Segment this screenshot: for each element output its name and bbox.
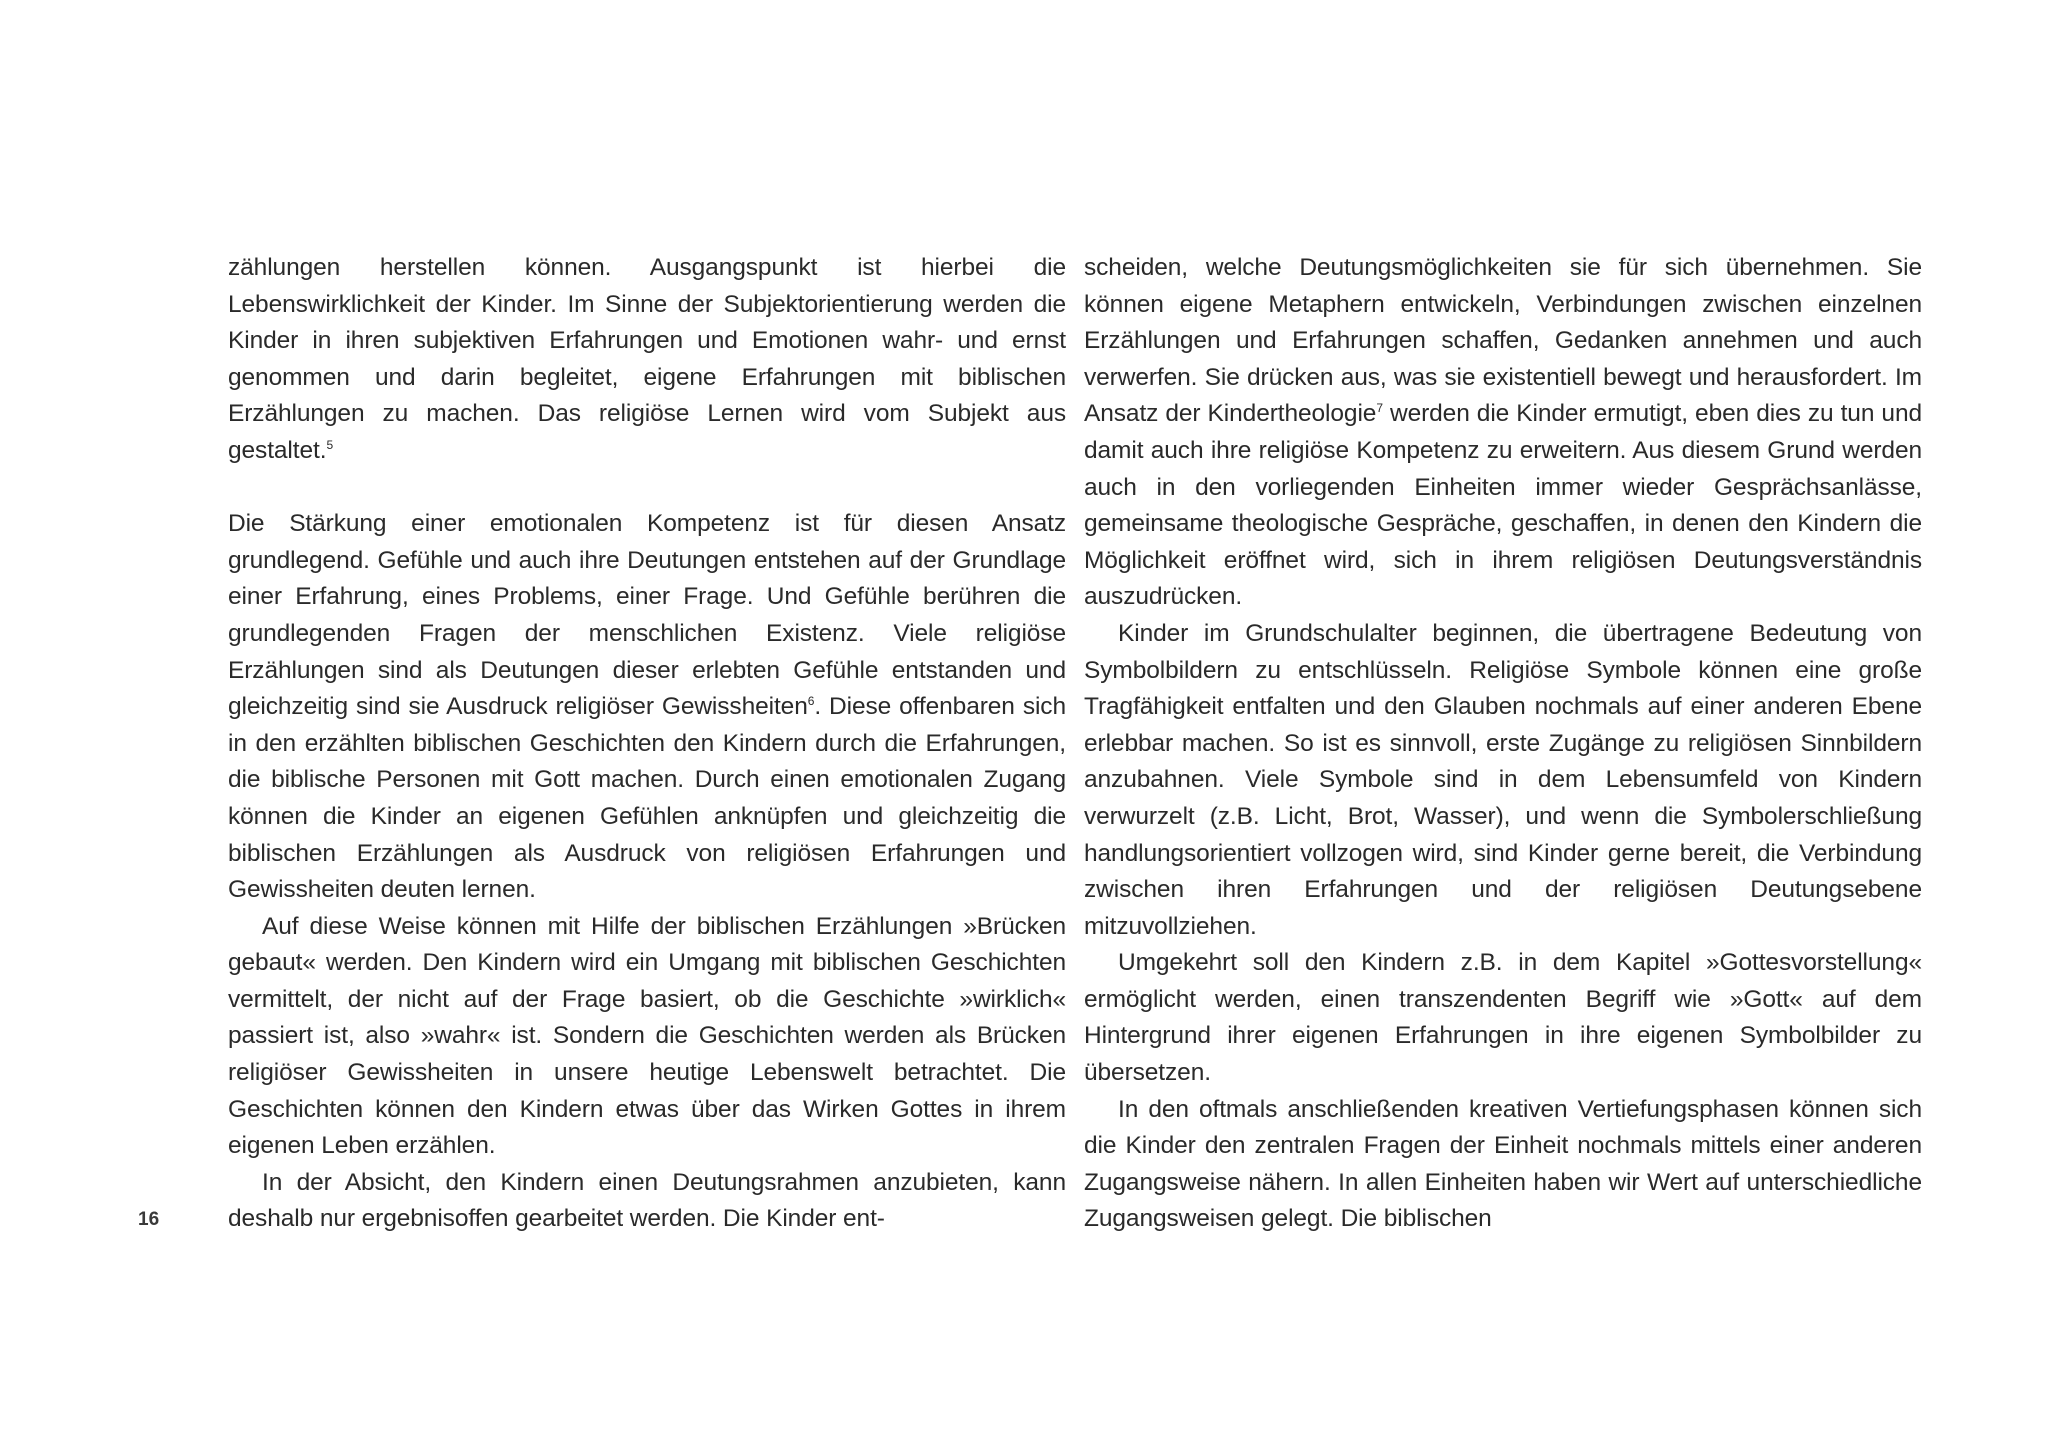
paragraph-deutungsmoeglichkeiten <box>1084 250 1922 616</box>
paragraph-text-continued: . Diese offenbaren sich in den erzählten biblischen Geschichten den Kindern durch die Erfahrungen, die biblische Personen mit Gott machen. Durch einen emotionalen Zugang können die Kinder an eigenen Gefühlen anknüpfen und gleichzeitig die biblischen Erzählungen als Ausdruck von religiösen Erfahrungen und Gewissheiten deuten lernen. <box>228 693 1066 904</box>
paragraph-text: Auf diese Weise können mit Hilfe der biblischen Erzählungen »Brücken gebaut« werden. Den Kindern wird ein Umgang mit biblischen Geschichten vermittelt, der nicht auf der Frage basiert, ob die Geschichte »wirklich« passiert ist, also »wahr« ist. Sondern die Geschichten werden als Brücken religiöser Gewissheiten in unsere heutige Lebenswelt betrachtet. Die Geschichten können den Kindern etwas über das Wirken Gottes in ihrem eigenen Leben erzählen. <box>228 912 1066 1160</box>
footnote-marker: 7 <box>1376 401 1383 416</box>
paragraph-bruecken <box>228 909 1066 1165</box>
paragraph-text: scheiden, welche Deutungsmöglichkeiten sie für sich übernehmen. Sie können eigene Metaphern entwickeln, Verbindungen zwischen einzelnen Erzählungen und Erfahrungen schaffen, Gedanken annehmen und auch verwerfen. Sie drücken aus, was sie existentiell bewegt und herausfordert. Im Ansatz der Kindertheologie <box>1084 254 1922 428</box>
paragraph-text: Kinder im Grundschulalter beginnen, die übertragene Bedeutung von Symbolbildern zu entschlüsseln. Religiöse Symbole können eine große Tragfähigkeit entfalten und den Glauben nochmals auf einer anderen Ebene erlebbar machen. So ist es sinnvoll, erste Zugänge zu religiösen Sinnbildern anzubahnen. Viele Symbole sind in dem Lebensumfeld von Kindern verwurzelt (z.B. Licht, Brot, Wasser), und wenn die Symbolerschließung handlungsorientiert vollzogen wird, sind Kinder gerne bereit, die Verbindung zwischen ihren Erfahrungen und der religiösen Deutungsebene mitzuvollziehen. <box>1084 619 1922 940</box>
paragraph-text: Die Stärkung einer emotionalen Kompetenz ist für diesen Ansatz grundlegend. Gefühle und auch ihre Deutungen entstehen auf der Grundlage einer Erfahrung, eines Problems, einer Frage. Und Gefühle berühren die grundlegenden Fragen der menschlichen Existenz. Viele religiöse Erzählungen sind als Deutungen dieser erlebten Gefühle entstanden und gleichzeitig sind sie Ausdruck religiöser Gewissheiten <box>228 510 1066 721</box>
paragraph-text: Umgekehrt soll den Kindern z.B. in dem Kapitel »Gottesvorstellung« ermöglicht werden, einen transzendenten Begriff wie »Gott« auf dem Hintergrund ihrer eigenen Erfahrungen in ihre eigenen Symbolbilder zu übersetzen. <box>1084 949 1922 1087</box>
paragraph-text: In den oftmals anschließenden kreativen Vertiefungsphasen können sich die Kinder den zentralen Fragen der Einheit nochmals mittels einer anderen Zugangsweise nähern. In allen Einheiten haben wir Wert auf unterschiedliche Zugangsweisen gelegt. Die biblischen <box>1084 1095 1922 1233</box>
paragraph-text: zählungen herstellen können. Ausgangspunkt ist hierbei die Lebenswirklichkeit der Kinder. Im Sinne der Subjektorientierung werden die Kinder in ihren subjektiven Erfahrungen und Emotionen wahr- und ernst genommen und darin begleitet, eigene Erfahrungen mit biblischen Erzählungen zu machen. Das religiöse Lernen wird vom Subjekt aus gestaltet. <box>228 254 1066 464</box>
paragraph-symbolbilder <box>1084 616 1922 945</box>
paragraph-vertiefungsphasen <box>1084 1092 1922 1238</box>
paragraph-subjektorientierung <box>228 250 1066 470</box>
left-column <box>228 250 1066 1238</box>
footnote-marker: 5 <box>326 437 334 452</box>
paragraph-text-continued: werden die Kinder ermutigt, eben dies zu tun und damit auch ihre religiöse Kompetenz zu erweitern. Aus diesem Grund werden auch in den vorliegenden Einheiten immer wieder Gesprächsanlässe, gemeinsame theologische Gespräche, geschaffen, in denen den Kindern die Möglichkeit eröffnet wird, sich in ihrem religiösen Deutungsverständnis auszudrücken. <box>1084 400 1922 611</box>
paragraph-text: In der Absicht, den Kindern einen Deutungsrahmen anzubieten, kann deshalb nur ergebnisoffen gearbeitet werden. Die Kinder ent- <box>228 1168 1066 1233</box>
right-column <box>1084 250 1922 1238</box>
paragraph-emotionale-kompetenz <box>228 506 1066 909</box>
paragraph-deutungsrahmen <box>228 1165 1066 1238</box>
paragraph-gottesvorstellung <box>1084 945 1922 1091</box>
footnote-marker: 6 <box>807 694 815 709</box>
page-number: 16 <box>138 1209 160 1230</box>
